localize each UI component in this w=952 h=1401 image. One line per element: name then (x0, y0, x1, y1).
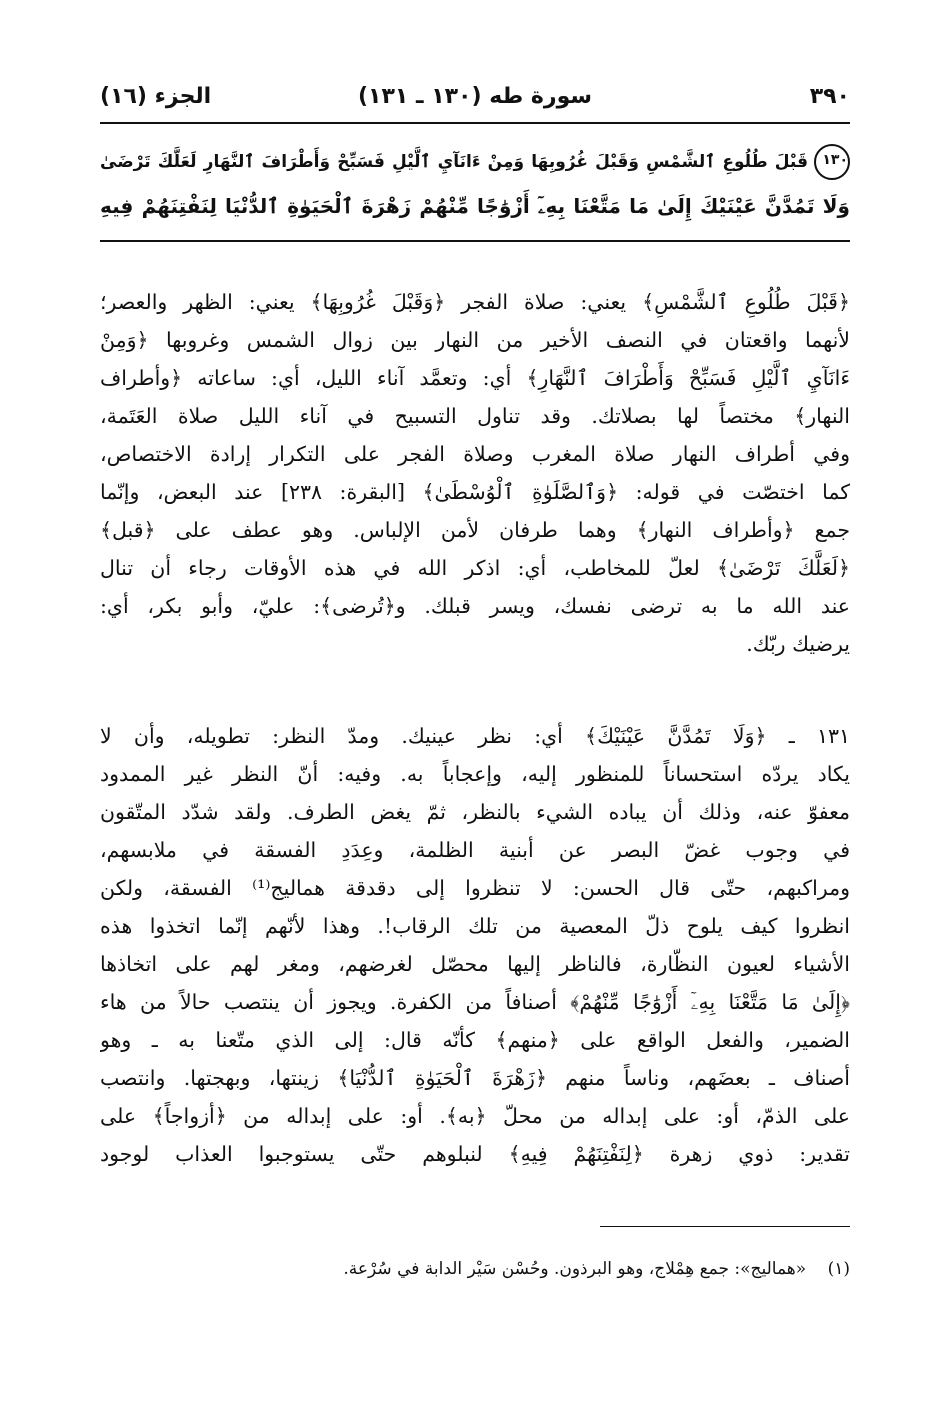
verse-line-2: وَلَا تَمُدَّنَّ عَيْنَيْكَ إِلَىٰ مَا مَتَّعْنَا بِهِۦٓ أَزْوَٰجًا مِّنْهُمْ زَهْرَةَ ٱلْحَيَوٰةِ ٱلدُّنْيَا لِنَفْتِنَهُمْ فِيهِ (100, 194, 850, 218)
verse-divider (100, 240, 850, 242)
commentary-line: وفي أطراف النهار صلاة المغرب وصلاة الفجر على التكرار إرادة الاختصاص، (100, 442, 850, 466)
header-divider (100, 122, 850, 124)
footnote-divider (600, 1226, 850, 1227)
commentary-line: لأنهما واقعتان في النصف الأخير من النهار بين زوال الشمس وغروبها ﴿وَمِنْ (100, 328, 850, 352)
commentary-line: عند الله ما به ترضى نفسك، ويسر قبلك. و﴿تُرضى﴾: عليّ، وأبو بكر، أي: (100, 594, 850, 618)
commentary-line: تقدير: ذوي زهرة ﴿لِنَفْتِنَهُمْ فِيهِ﴾ لنبلوهم حتّى يستوجبوا العذاب لوجود (100, 1142, 850, 1166)
commentary-line: على الذمّ، أو: على إبداله من محلّ ﴿به﴾. أو: على إبداله من ﴿أزواجاً﴾ على (100, 1104, 850, 1128)
commentary-line: ﴿إِلَىٰ مَا مَتَّعْنَا بِهِۦٓ أَزْوَٰجًا مِّنْهُمْ﴾ أصنافاً من الكفرة. ويجوز أن ينتصب حالاً من هاء (100, 990, 850, 1014)
commentary-line: انظروا كيف يلوح ذلّ المعصية من تلك الرقاب!. وهذا لأنّهم إنّما اتخذوا هذه (100, 914, 850, 938)
commentary-line: جمع ﴿وأطراف النهار﴾ وهما طرفان لأمن الإلباس. وهو عطف على ﴿قبل﴾ (100, 518, 850, 542)
page-number: ٣٩٠ (809, 84, 850, 109)
commentary-line: يكاد يردّه استحساناً للمنظور إليه، وإعجاباً به. وفيه: أنّ النظر غير الممدود (100, 762, 850, 786)
running-header (100, 84, 850, 120)
commentary-line: ءَانَآيِ ٱلَّيْلِ فَسَبِّحْ وَأَطْرَافَ ٱلنَّهَارِ﴾ أي: وتعمَّد آناء الليل، أي: ساعاته ﴿وأطراف (100, 366, 850, 390)
commentary-line: في وجوب غضّ البصر عن أبنية الظلمة، وعِدَدِ الفسقة في ملابسهم، (100, 838, 850, 862)
commentary-line: معفوّ عنه، وذلك أن يباده الشيء بالنظر، ثمّ يغض الطرف. ولقد شدّد المتّقون (100, 800, 850, 824)
footnote-text: «هماليج»: جمع هِمْلاج، وهو البرذون. وحُسْن سَيْر الدابة في سُرْعة. (343, 1259, 807, 1279)
juz-label: الجزء (١٦) (100, 84, 212, 109)
commentary-line: النهار﴾ مختصاً لها بصلاتك. وقد تناول التسبيح في آناء الليل صلاة العَتَمة، (100, 404, 850, 428)
footnote (100, 1254, 850, 1284)
commentary-line: كما اختصّت في قوله: ﴿وَٱلصَّلَوٰةِ ٱلْوُسْطَىٰ﴾ [البقرة: ٢٣٨] عند البعض، وإنّما (100, 480, 850, 504)
verse-line-1 (100, 140, 850, 184)
commentary-line: ١٣١ ـ ﴿وَلَا تَمُدَّنَّ عَيْنَيْكَ﴾ أي: نظر عينيك. ومدّ النظر: تطويله، وأن لا (100, 724, 850, 748)
commentary-line: الضمير، والفعل الواقع على ﴿منهم﴾ كأنّه قال: إلى الذي متّعنا به ـ وهو (100, 1028, 850, 1052)
commentary-line: ﴿قَبْلَ طُلُوعِ ٱلشَّمْسِ﴾ يعني: صلاة الفجر ﴿وَقَبْلَ غُرُوبِهَا﴾ يعني: الظهر والعصر؛ (100, 290, 850, 314)
commentary-paragraph-1 (100, 283, 850, 663)
commentary-line: أصناف ـ بعضَهم، وناساً منهم ﴿زَهْرَةَ ٱلْحَيَوٰةِ ٱلدُّنْيَا﴾ زينتها، وبهجتها. وانتصب (100, 1066, 850, 1090)
commentary-paragraph-2 (100, 717, 850, 1173)
commentary-line: ﴿لَعَلَّكَ تَرْضَىٰ﴾ لعلّ للمخاطب، أي: اذكر الله في هذه الأوقات رجاء أن تنال (100, 556, 850, 580)
verse-line-1-text: قَبْلَ طُلُوعِ ٱلشَّمْسِ وَقَبْلَ غُرُوبِهَا وَمِنْ ءَانَآيِ ٱلَّيْلِ فَسَبِّحْ وَأَطْرَافَ ٱلنَّهَارِ لَعَلَّكَ تَرْضَىٰ (100, 152, 808, 172)
ayah-number-mark: ١٣٠ (814, 144, 850, 180)
footnote-number: (١) (827, 1259, 850, 1279)
commentary-line: يرضيك ربّك. (746, 632, 850, 656)
verse-block (100, 140, 850, 232)
commentary-line: ومراكبهم، حتّى قال الحسن: لا تنظروا إلى دقدقة هماليج⁽¹⁾ الفسقة، ولكن (100, 876, 850, 900)
commentary-line: الأشياء لعيون النظّارة، فالناظر إليها محصّل لغرضهم، ومغر لهم على اتخاذها (100, 952, 850, 976)
sura-title: سورة طه (١٣٠ ـ ١٣١) (357, 84, 593, 109)
